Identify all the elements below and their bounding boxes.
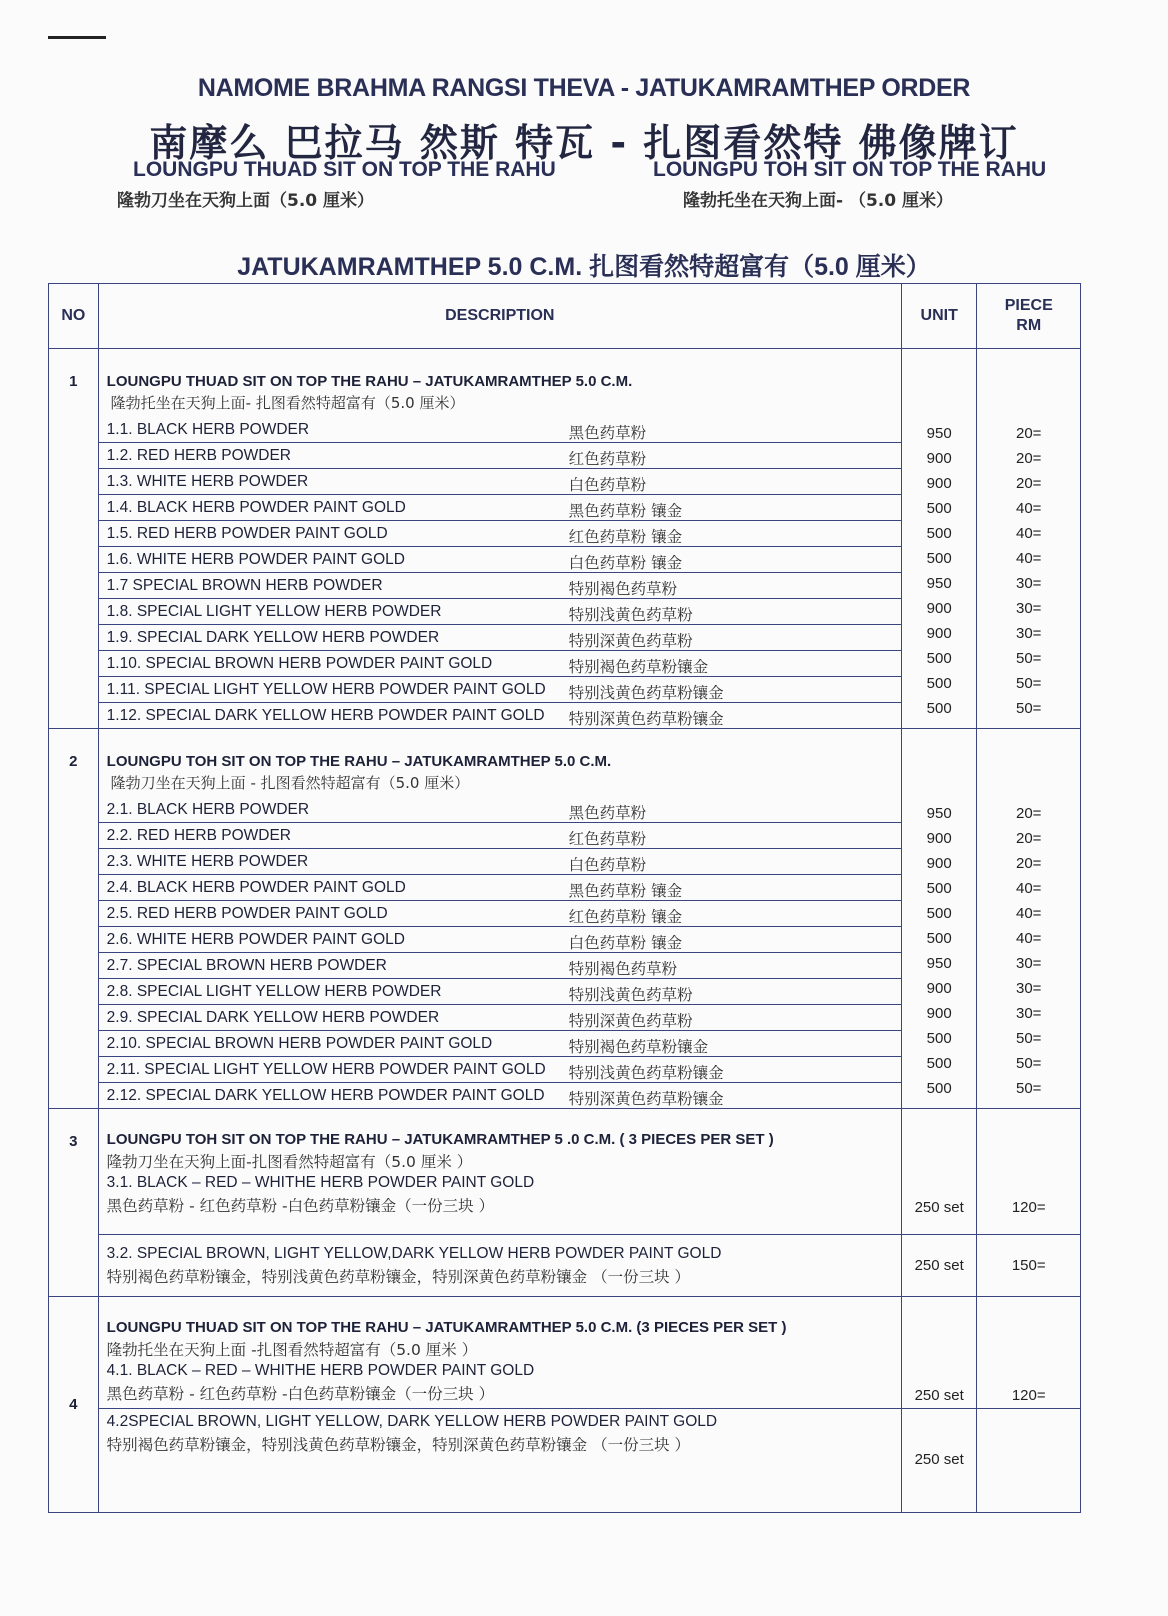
item-piece: 30= [1016,575,1042,592]
item-piece: 40= [1016,525,1042,542]
item-piece: 50= [1016,1055,1042,1072]
item-description-cn: 特别深黄色药草粉 [568,1012,693,1030]
right-subtitle-en: LOUNGPU TOH SIT ON TOP THE RAHU [653,158,1047,181]
item-unit: 950 [926,425,952,442]
table-row [99,1083,901,1108]
item-piece: 40= [1016,500,1042,517]
table-row [99,677,901,703]
table-row [99,547,901,573]
table-header-row [49,284,1081,349]
set-description [98,1109,901,1235]
item-unit: 500 [926,675,952,692]
item-description-cn: 特别深黄色药草粉 [568,632,693,650]
title-chinese: 南摩么 巴拉马 然斯 特瓦 - 扎图看然特 佛像牌订 [149,121,1019,165]
item-unit: 900 [926,830,952,847]
section-items [99,797,901,1108]
set-piece-empty [977,1409,1081,1513]
table-row [99,651,901,677]
set-item-cn: 黑色药草粉 - 红色药草粉 -白色药草粉镶金（一份三块 ） [106,1385,495,1403]
set-item-cn: 特别褐色药草粉镶金，特别浅黄色药草粉镶金，特别深黄色药草粉镶金 （一份三块 ） [106,1436,691,1454]
item-description-en: 1.3. WHITE HERB POWDER [106,473,309,490]
table-row [99,573,901,599]
title-english: NAMOME BRAHMA RANGSI THEVA - JATUKAMRAMTHEP ORDER [197,74,971,102]
set-unit: 250 set [901,1409,977,1513]
item-piece: 30= [1016,980,1042,997]
item-description-en: 1.1. BLACK HERB POWDER [106,421,310,438]
table-row [99,849,901,875]
section-2 [49,729,1081,1109]
item-unit: 500 [926,930,952,947]
piece-column [977,801,1080,1101]
set-title-en: LOUNGPU THUAD SIT ON TOP THE RAHU – JATUKAMRAMTHEP 5.0 C.M. (3 PIECES PER SET ) [106,1319,787,1336]
item-description-en: 2.7. SPECIAL BROWN HERB POWDER [106,957,387,974]
section-number: 1 [49,349,99,729]
item-unit: 900 [926,450,952,467]
item-description-en: 1.8. SPECIAL LIGHT YELLOW HERB POWDER [106,603,442,620]
item-piece: 20= [1016,425,1042,442]
table-row [99,927,901,953]
item-description-en: 2.4. BLACK HERB POWDER PAINT GOLD [106,879,406,896]
section-title-cn: 隆勃刀坐在天狗上面 - 扎图看然特超富有（5.0 厘米） [110,774,470,792]
left-subtitle-cn: 隆勃刀坐在天狗上面（5.0 厘米） [117,191,375,211]
item-description-cn: 黑色药草粉 镶金 [568,502,683,520]
item-unit: 950 [926,805,952,822]
item-piece: 30= [1016,955,1042,972]
item-description-en: 2.5. RED HERB POWDER PAINT GOLD [106,905,388,922]
item-description-cn: 特别浅黄色药草粉 [568,986,693,1004]
item-unit: 900 [926,1005,952,1022]
item-description-cn: 特别深黄色药草粉镶金 [568,1090,724,1108]
item-description-en: 2.1. BLACK HERB POWDER [106,801,310,818]
section-3-set-b [49,1235,1081,1297]
item-unit: 500 [926,880,952,897]
item-unit: 900 [926,980,952,997]
item-unit: 900 [926,625,952,642]
item-description-cn: 特别浅黄色药草粉镶金 [568,684,724,702]
set-description [98,1297,901,1409]
set-unit: 250 set [901,1109,977,1235]
item-piece: 40= [1016,550,1042,567]
item-unit: 900 [926,475,952,492]
item-description-cn: 特别褐色药草粉镶金 [568,658,709,676]
set-unit: 250 set [901,1235,977,1297]
item-description-cn: 红色药草粉 镶金 [568,528,683,546]
table-row [99,875,901,901]
item-piece: 30= [1016,600,1042,617]
item-unit: 500 [926,550,952,567]
table-row [99,1031,901,1057]
item-description-en: 2.10. SPECIAL BROWN HERB POWDER PAINT GOLD [106,1035,493,1052]
set-description [98,1409,901,1513]
set-description [98,1235,901,1297]
corner-dash-mark [48,36,106,39]
table-row [99,495,901,521]
item-description-en: 1.11. SPECIAL LIGHT YELLOW HERB POWDER PAINT GOLD [106,681,546,698]
item-description-cn: 红色药草粉 [568,450,647,468]
item-description-en: 1.2. RED HERB POWDER [106,447,291,464]
item-unit: 500 [926,1030,952,1047]
section-number: 4 [49,1297,99,1513]
item-unit: 900 [926,600,952,617]
section-pieces [977,729,1081,1109]
item-description-en: 2.9. SPECIAL DARK YELLOW HERB POWDER [106,1009,440,1026]
item-description-en: 1.6. WHITE HERB POWDER PAINT GOLD [106,551,405,568]
item-piece: 30= [1016,1005,1042,1022]
section-units [901,729,977,1109]
item-piece: 50= [1016,650,1042,667]
set-item-en: 3.2. SPECIAL BROWN, LIGHT YELLOW,DARK YELLOW HERB POWDER PAINT GOLD [106,1245,722,1262]
item-unit: 900 [926,855,952,872]
item-piece: 20= [1016,450,1042,467]
item-description-cn: 红色药草粉 镶金 [568,908,683,926]
table-row [99,443,901,469]
item-description-en: 2.6. WHITE HERB POWDER PAINT GOLD [106,931,405,948]
section-title-cn: 隆勃托坐在天狗上面- 扎图看然特超富有（5.0 厘米） [110,394,465,412]
unit-column [902,421,977,721]
item-description-cn: 黑色药草粉 镶金 [568,882,683,900]
section-description [98,729,901,1109]
set-item-cn: 黑色药草粉 - 红色药草粉 -白色药草粉镶金（一份三块 ） [106,1197,495,1215]
item-description-en: 1.9. SPECIAL DARK YELLOW HERB POWDER [106,629,440,646]
right-subtitle-cn: 隆勃托坐在天狗上面- （5.0 厘米） [683,191,954,211]
section-items [99,417,901,728]
section-1 [49,349,1081,729]
set-title-en: LOUNGPU TOH SIT ON TOP THE RAHU – JATUKAMRAMTHEP 5 .0 C.M. ( 3 PIECES PER SET ) [106,1131,774,1148]
section-4-set-b [49,1409,1081,1513]
unit-column [902,801,977,1101]
section-4-set-a [49,1297,1081,1409]
table-row [99,823,901,849]
item-description-en: 2.2. RED HERB POWDER [106,827,291,844]
section-number: 2 [49,729,99,1109]
section-pieces [977,349,1081,729]
item-unit: 950 [926,955,952,972]
section-title-en: LOUNGPU TOH SIT ON TOP THE RAHU – JATUKAMRAMTHEP 5.0 C.M. [106,753,612,770]
item-description-en: 1.12. SPECIAL DARK YELLOW HERB POWDER PAINT GOLD [106,707,545,724]
table-row [99,703,901,728]
order-subtitle: JATUKAMRAMTHEP 5.0 C.M. 扎图看然特超富有（5.0 厘米） [237,253,931,281]
item-unit: 500 [926,905,952,922]
item-piece: 40= [1016,930,1042,947]
item-description-cn: 黑色药草粉 [568,424,647,442]
item-description-en: 2.3. WHITE HERB POWDER [106,853,309,870]
section-description [98,349,901,729]
set-piece: 150= [977,1235,1081,1297]
set-title-cn: 隆勃托坐在天狗上面 -扎图看然特超富有（5.0 厘米 ） [106,1341,478,1359]
item-unit: 500 [926,500,952,517]
item-description-cn: 特别褐色药草粉 [568,960,678,978]
item-description-en: 1.10. SPECIAL BROWN HERB POWDER PAINT GOLD [106,655,493,672]
table-row [99,521,901,547]
item-description-en: 1.7 SPECIAL BROWN HERB POWDER [106,577,383,594]
set-item-en: 4.2SPECIAL BROWN, LIGHT YELLOW, DARK YELLOW HERB POWDER PAINT GOLD [106,1413,718,1430]
table-row [99,797,901,823]
item-unit: 500 [926,700,952,717]
item-piece: 20= [1016,475,1042,492]
item-description-en: 2.12. SPECIAL DARK YELLOW HERB POWDER PAINT GOLD [106,1087,545,1104]
item-description-en: 2.11. SPECIAL LIGHT YELLOW HERB POWDER PAINT GOLD [106,1061,546,1078]
section-title-en: LOUNGPU THUAD SIT ON TOP THE RAHU – JATUKAMRAMTHEP 5.0 C.M. [106,373,633,390]
table-row [99,901,901,927]
item-unit: 500 [926,1055,952,1072]
item-unit: 500 [926,525,952,542]
table-row [99,1057,901,1083]
set-item-en: 3.1. BLACK – RED – WHITHE HERB POWDER PAINT GOLD [106,1174,535,1191]
table-row [99,953,901,979]
header-no: NO [49,284,99,349]
set-item-en: 4.1. BLACK – RED – WHITHE HERB POWDER PAINT GOLD [106,1362,535,1379]
item-piece: 20= [1016,805,1042,822]
set-item-cn: 特别褐色药草粉镶金，特别浅黄色药草粉镶金，特别深黄色药草粉镶金 （一份三块 ） [106,1268,691,1286]
item-description-cn: 特别深黄色药草粉镶金 [568,710,724,728]
item-piece: 40= [1016,905,1042,922]
header-piece: PIECE RM [977,284,1081,349]
item-description-cn: 特别浅黄色药草粉镶金 [568,1064,724,1082]
section-3-set-a [49,1109,1081,1235]
item-unit: 500 [926,1080,952,1097]
item-unit: 500 [926,650,952,667]
item-description-cn: 白色药草粉 镶金 [568,934,683,952]
item-piece: 40= [1016,880,1042,897]
item-piece: 20= [1016,855,1042,872]
set-piece: 120= [977,1109,1081,1235]
item-unit: 950 [926,575,952,592]
item-piece: 50= [1016,675,1042,692]
item-description-cn: 白色药草粉 [568,476,647,494]
item-description-cn: 特别褐色药草粉镶金 [568,1038,709,1056]
item-piece: 30= [1016,625,1042,642]
item-description-cn: 特别褐色药草粉 [568,580,678,598]
item-description-cn: 特别浅黄色药草粉 [568,606,693,624]
table-row [99,417,901,443]
table-row [99,469,901,495]
set-unit: 250 set [901,1297,977,1409]
header-description: DESCRIPTION [98,284,901,349]
item-description-en: 1.4. BLACK HERB POWDER PAINT GOLD [106,499,406,516]
item-description-cn: 白色药草粉 [568,856,647,874]
item-piece: 50= [1016,1080,1042,1097]
set-piece: 120= [977,1297,1081,1409]
item-description-cn: 白色药草粉 镶金 [568,554,683,572]
order-table [48,283,1081,1513]
piece-column [977,421,1080,721]
table-row [99,979,901,1005]
item-description-en: 1.5. RED HERB POWDER PAINT GOLD [106,525,388,542]
item-description-cn: 红色药草粉 [568,830,647,848]
left-subtitle-en: LOUNGPU THUAD SIT ON TOP THE RAHU [133,158,556,181]
item-piece: 50= [1016,700,1042,717]
item-piece: 20= [1016,830,1042,847]
section-number: 3 [49,1109,99,1297]
section-units [901,349,977,729]
item-description-en: 2.8. SPECIAL LIGHT YELLOW HERB POWDER [106,983,442,1000]
header-unit: UNIT [901,284,977,349]
item-description-cn: 黑色药草粉 [568,804,647,822]
set-title-cn: 隆勃刀坐在天狗上面-扎图看然特超富有（5.0 厘米 ） [106,1153,473,1171]
table-row [99,1005,901,1031]
table-row [99,599,901,625]
table-row [99,625,901,651]
item-piece: 50= [1016,1030,1042,1047]
